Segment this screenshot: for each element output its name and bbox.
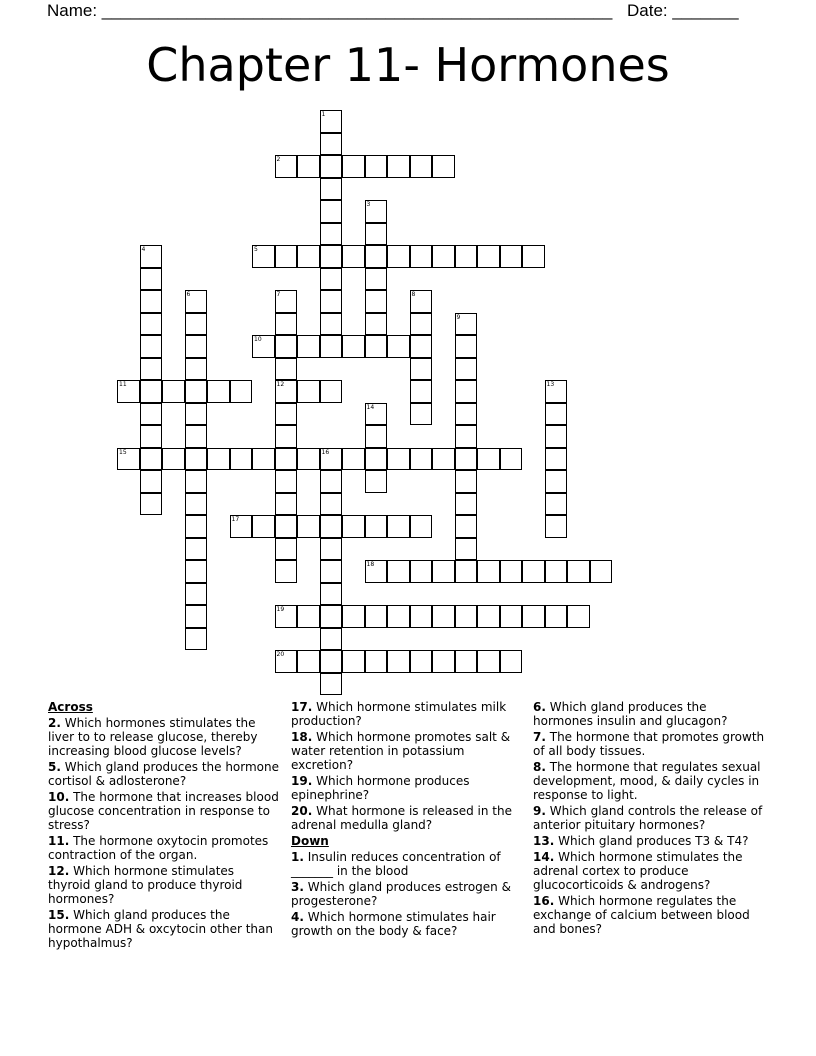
clue-number: 9 (456, 313, 461, 321)
grid-cell[interactable] (432, 560, 455, 583)
grid-cell[interactable] (320, 245, 343, 268)
grid-cell[interactable] (387, 560, 410, 583)
grid-cell[interactable] (545, 470, 568, 493)
clue-down-6: 6. Which gland produces the hormones insulin and glucagon? (533, 700, 728, 728)
grid-cell[interactable] (365, 155, 388, 178)
clue-number: 17 (231, 516, 240, 523)
clue-number: 20 (276, 651, 285, 658)
clue-number: 14 (366, 403, 375, 411)
grid-cell[interactable] (230, 515, 253, 538)
grid-cell[interactable] (275, 380, 298, 403)
clue-across-11: 11. The hormone oxytocin promotes contraction of the organ. (48, 834, 269, 862)
grid-cell[interactable] (230, 380, 253, 403)
clues-column-1 (48, 700, 280, 952)
clue-across-18: 18. Which hormone promotes salt & water retention in potassium excretion? (291, 730, 511, 772)
clue-number: 16 (321, 448, 330, 456)
grid-cell[interactable] (320, 178, 343, 201)
grid-cell[interactable] (545, 493, 568, 516)
grid-cell[interactable] (455, 448, 478, 471)
grid-cell[interactable] (455, 560, 478, 583)
grid-cell[interactable] (275, 358, 298, 381)
grid-cell[interactable] (140, 425, 163, 448)
grid-cell[interactable] (320, 313, 343, 336)
grid-cell[interactable] (185, 538, 208, 561)
grid-cell[interactable] (320, 650, 343, 673)
clue-number: 11 (119, 381, 127, 388)
grid-cell[interactable] (500, 650, 523, 673)
grid-cell[interactable] (387, 605, 410, 628)
grid-cell[interactable] (320, 155, 343, 178)
clue-number: 18 (366, 561, 375, 568)
grid-cell[interactable] (185, 313, 208, 336)
grid-cell[interactable] (252, 515, 275, 538)
grid-cell[interactable] (275, 290, 298, 313)
clue-across-5: 5. Which gland produces the hormone cortisol & adlosterone? (48, 760, 280, 788)
grid-cell[interactable] (410, 380, 433, 403)
clue-across-2: 2. Which hormones stimulates the liver to to release glucose, thereby increasing blood glucose levels? (48, 716, 258, 758)
grid-cell[interactable] (387, 335, 410, 358)
grid-cell[interactable] (477, 560, 500, 583)
grid-cell[interactable] (522, 560, 545, 583)
clue-number: 13 (546, 381, 555, 388)
grid-cell[interactable] (297, 605, 320, 628)
grid-cell[interactable] (185, 515, 208, 538)
grid-cell[interactable] (185, 605, 208, 628)
grid-cell[interactable] (545, 560, 568, 583)
grid-cell[interactable] (455, 358, 478, 381)
grid-cell[interactable] (365, 335, 388, 358)
grid-cell[interactable] (387, 650, 410, 673)
grid-cell[interactable] (275, 515, 298, 538)
grid-cell[interactable] (500, 605, 523, 628)
clue-across-20: 20. What hormone is released in the adrenal medulla gland? (291, 804, 512, 832)
grid-cell[interactable] (410, 515, 433, 538)
grid-cell[interactable] (545, 425, 568, 448)
grid-cell[interactable] (342, 335, 365, 358)
grid-cell[interactable] (207, 380, 230, 403)
grid-cell[interactable] (432, 448, 455, 471)
grid-cell[interactable] (275, 470, 298, 493)
grid-cell[interactable] (275, 425, 298, 448)
grid-cell[interactable] (590, 560, 613, 583)
grid-cell[interactable] (297, 380, 320, 403)
grid-cell[interactable] (365, 313, 388, 336)
grid-cell[interactable] (275, 650, 298, 673)
grid-cell[interactable] (455, 335, 478, 358)
grid-cell[interactable] (455, 515, 478, 538)
grid-cell[interactable] (455, 538, 478, 561)
grid-cell[interactable] (185, 470, 208, 493)
grid-cell[interactable] (410, 403, 433, 426)
grid-cell[interactable] (410, 605, 433, 628)
clue-number: 3 (366, 201, 371, 208)
across-heading: Across (48, 700, 93, 714)
grid-cell[interactable] (140, 448, 163, 471)
grid-cell[interactable] (297, 650, 320, 673)
grid-cell[interactable] (455, 380, 478, 403)
down-heading: Down (291, 834, 329, 848)
grid-cell[interactable] (432, 650, 455, 673)
grid-cell[interactable] (455, 650, 478, 673)
grid-cell[interactable] (320, 583, 343, 606)
grid-cell[interactable] (320, 515, 343, 538)
grid-cell[interactable] (365, 515, 388, 538)
clue-number: 10 (254, 336, 262, 343)
grid-cell[interactable] (455, 313, 478, 336)
grid-cell[interactable] (365, 605, 388, 628)
grid-cell[interactable] (140, 290, 163, 313)
grid-cell[interactable] (320, 673, 343, 696)
clue-down-8: 8. The hormone that regulates sexual development, mood, & daily cycles in response to light. (533, 760, 761, 802)
grid-cell[interactable] (455, 425, 478, 448)
grid-cell[interactable] (342, 245, 365, 268)
grid-cell[interactable] (140, 470, 163, 493)
grid-cell[interactable] (117, 380, 140, 403)
grid-cell[interactable] (297, 245, 320, 268)
grid-cell[interactable] (320, 133, 343, 156)
grid-cell[interactable] (185, 358, 208, 381)
grid-cell[interactable] (275, 313, 298, 336)
clue-across-15: 15. Which gland produces the hormone ADH & oxcytocin other than hypothalmus? (48, 908, 273, 950)
grid-cell[interactable] (185, 403, 208, 426)
grid-cell[interactable] (185, 448, 208, 471)
grid-cell[interactable] (455, 493, 478, 516)
name-field-label: Name: ______________________________________________________ (47, 1, 613, 20)
grid-cell[interactable] (365, 425, 388, 448)
clue-down-16: 16. Which hormone regulates the exchange of calcium between blood and bones? (533, 894, 750, 936)
grid-cell[interactable] (410, 358, 433, 381)
grid-cell[interactable] (387, 245, 410, 268)
clue-across-17: 17. Which hormone stimulates milk production? (291, 700, 507, 728)
grid-cell[interactable] (185, 493, 208, 516)
grid-cell[interactable] (477, 448, 500, 471)
clue-down-1: 1. Insulin reduces concentration of _______ in the blood (291, 850, 501, 878)
grid-cell[interactable] (455, 470, 478, 493)
grid-cell[interactable] (410, 448, 433, 471)
clue-down-14: 14. Which hormone stimulates the adrenal cortex to produce glucocorticoids & androgens? (533, 850, 743, 892)
grid-cell[interactable] (432, 245, 455, 268)
grid-cell[interactable] (297, 448, 320, 471)
clue-number: 4 (141, 246, 146, 253)
grid-cell[interactable] (522, 605, 545, 628)
grid-cell[interactable] (545, 403, 568, 426)
clue-number: 7 (276, 291, 281, 298)
grid-cell[interactable] (185, 425, 208, 448)
grid-cell[interactable] (140, 245, 163, 268)
clue-number: 12 (276, 381, 285, 388)
grid-cell[interactable] (342, 650, 365, 673)
grid-cell[interactable] (320, 335, 343, 358)
grid-cell[interactable] (365, 245, 388, 268)
grid-cell[interactable] (320, 448, 343, 471)
grid-cell[interactable] (185, 290, 208, 313)
grid-cell[interactable] (162, 448, 185, 471)
grid-cell[interactable] (140, 403, 163, 426)
grid-cell[interactable] (275, 403, 298, 426)
grid-cell[interactable] (275, 560, 298, 583)
grid-cell[interactable] (162, 380, 185, 403)
grid-cell[interactable] (567, 560, 590, 583)
grid-cell[interactable] (365, 448, 388, 471)
grid-cell[interactable] (252, 245, 275, 268)
grid-cell[interactable] (320, 268, 343, 291)
grid-cell[interactable] (455, 245, 478, 268)
grid-cell[interactable] (365, 200, 388, 223)
grid-cell[interactable] (230, 448, 253, 471)
grid-cell[interactable] (275, 245, 298, 268)
clue-number: 15 (119, 448, 127, 456)
grid-cell[interactable] (432, 155, 455, 178)
grid-cell[interactable] (410, 290, 433, 313)
clue-down-9: 9. Which gland controls the release of anterior pituitary hormones? (533, 804, 763, 832)
grid-cell[interactable] (365, 223, 388, 246)
grid-cell[interactable] (275, 448, 298, 471)
grid-cell[interactable] (365, 268, 388, 291)
grid-cell[interactable] (297, 515, 320, 538)
clue-across-19: 19. Which hormone produces epinephrine? (291, 774, 470, 802)
date-field-label: Date: _______ (627, 1, 739, 20)
grid-cell[interactable] (387, 448, 410, 471)
grid-cell[interactable] (320, 290, 343, 313)
grid-cell[interactable] (477, 605, 500, 628)
grid-cell[interactable] (297, 155, 320, 178)
grid-cell[interactable] (207, 448, 230, 471)
grid-cell[interactable] (432, 605, 455, 628)
grid-cell[interactable] (365, 290, 388, 313)
clue-down-4: 4. Which hormone stimulates hair growth on the body & face? (291, 910, 496, 938)
clue-number: 19 (276, 606, 285, 613)
grid-cell[interactable] (275, 335, 298, 358)
page-title: Chapter 11- Hormones (146, 38, 670, 92)
grid-cell[interactable] (275, 605, 298, 628)
grid-cell[interactable] (342, 605, 365, 628)
grid-cell[interactable] (185, 335, 208, 358)
grid-cell[interactable] (545, 380, 568, 403)
clue-across-12: 12. Which hormone stimulates thyroid gland to produce thyroid hormones? (48, 864, 243, 906)
grid-cell[interactable] (410, 335, 433, 358)
clue-number: 8 (411, 291, 416, 298)
grid-cell[interactable] (500, 245, 523, 268)
grid-cell[interactable] (387, 515, 410, 538)
grid-cell[interactable] (342, 448, 365, 471)
grid-cell[interactable] (185, 560, 208, 583)
clue-down-13: 13. Which gland produces T3 & T4? (533, 834, 749, 848)
clues-column-3 (533, 700, 765, 938)
grid-cell[interactable] (410, 313, 433, 336)
grid-cell[interactable] (545, 515, 568, 538)
grid-cell[interactable] (455, 605, 478, 628)
grid-cell[interactable] (387, 155, 410, 178)
grid-cell[interactable] (545, 605, 568, 628)
grid-cell[interactable] (500, 560, 523, 583)
grid-cell[interactable] (342, 155, 365, 178)
grid-cell[interactable] (185, 380, 208, 403)
grid-cell[interactable] (522, 245, 545, 268)
grid-cell[interactable] (117, 448, 140, 471)
clue-down-3: 3. Which gland produces estrogen & progesterone? (291, 880, 511, 908)
clue-number: 1 (321, 111, 326, 118)
grid-cell[interactable] (252, 448, 275, 471)
grid-cell[interactable] (185, 628, 208, 651)
grid-cell[interactable] (140, 335, 163, 358)
grid-cell[interactable] (342, 515, 365, 538)
grid-cell[interactable] (320, 605, 343, 628)
grid-cell[interactable] (500, 448, 523, 471)
grid-cell[interactable] (185, 583, 208, 606)
grid-cell[interactable] (365, 470, 388, 493)
grid-cell[interactable] (320, 470, 343, 493)
grid-cell[interactable] (410, 155, 433, 178)
clue-down-7: 7. The hormone that promotes growth of all body tissues. (533, 730, 765, 758)
clue-number: 5 (254, 246, 258, 253)
grid-cell[interactable] (320, 380, 343, 403)
clue-across-10: 10. The hormone that increases blood glucose concentration in response to stress? (48, 790, 279, 832)
grid-cell[interactable] (275, 493, 298, 516)
grid-cell[interactable] (320, 538, 343, 561)
grid-cell[interactable] (365, 650, 388, 673)
clue-number: 2 (276, 156, 281, 163)
grid-cell[interactable] (410, 650, 433, 673)
grid-cell[interactable] (252, 335, 275, 358)
grid-cell[interactable] (140, 313, 163, 336)
grid-cell[interactable] (365, 560, 388, 583)
grid-cell[interactable] (320, 200, 343, 223)
grid-cell[interactable] (140, 380, 163, 403)
grid-cell[interactable] (545, 448, 568, 471)
clue-number: 6 (186, 291, 191, 298)
clues-column-2 (291, 700, 523, 940)
grid-cell[interactable] (567, 605, 590, 628)
grid-cell[interactable] (365, 403, 388, 426)
grid-cell[interactable] (410, 560, 433, 583)
grid-cell[interactable] (477, 245, 500, 268)
grid-cell[interactable] (410, 245, 433, 268)
grid-cell[interactable] (320, 628, 343, 651)
grid-cell[interactable] (140, 358, 163, 381)
grid-cell[interactable] (140, 493, 163, 516)
grid-cell[interactable] (297, 335, 320, 358)
grid-cell[interactable] (140, 268, 163, 291)
grid-cell[interactable] (275, 155, 298, 178)
grid-cell[interactable] (477, 650, 500, 673)
grid-cell[interactable] (320, 223, 343, 246)
grid-cell[interactable] (320, 560, 343, 583)
grid-cell[interactable] (320, 493, 343, 516)
grid-cell[interactable] (455, 403, 478, 426)
grid-cell[interactable] (275, 538, 298, 561)
grid-cell[interactable] (320, 110, 343, 133)
